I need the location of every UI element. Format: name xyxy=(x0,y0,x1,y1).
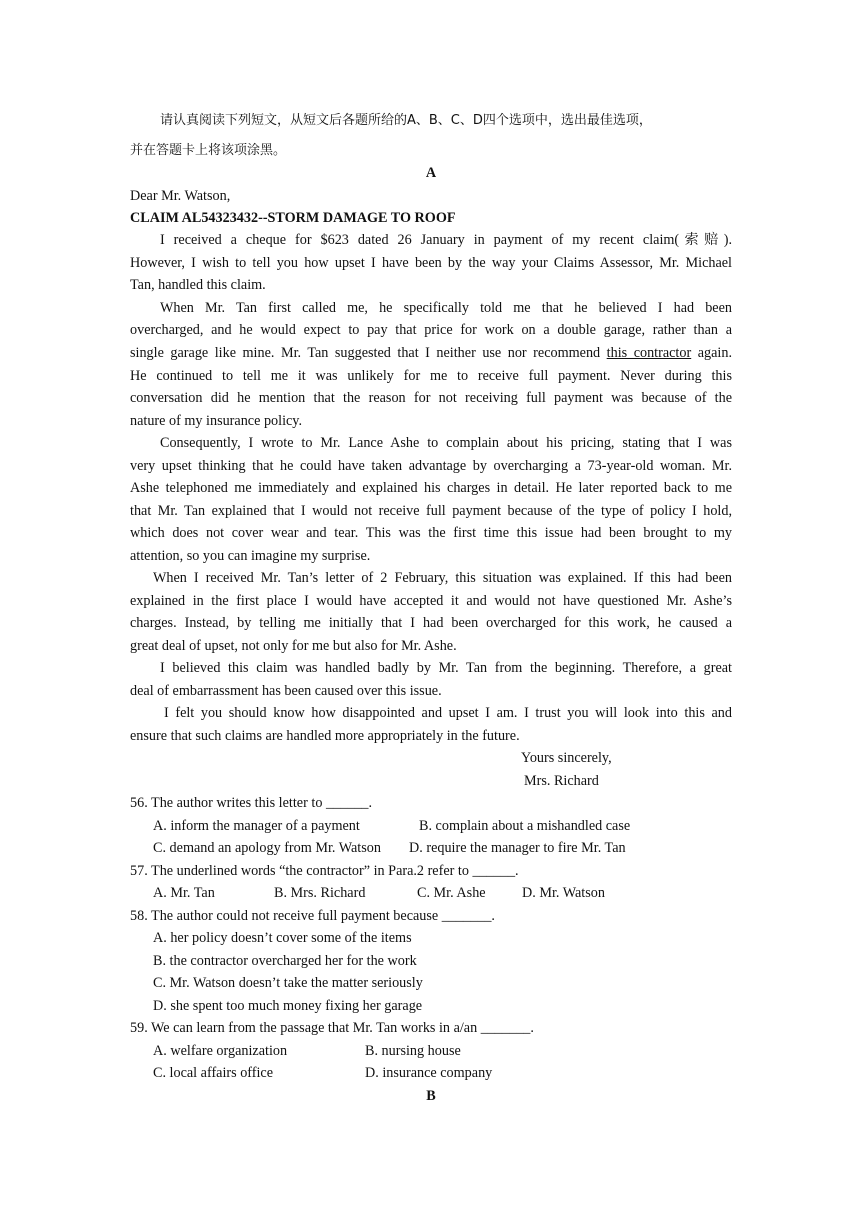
section-b-label: B xyxy=(426,1088,436,1104)
question-58-option-b: B. the contractor overcharged her for the work xyxy=(153,953,417,969)
question-58-option-d: D. she spent too much money fixing her garage xyxy=(153,998,423,1014)
question-57-option-d: D. Mr. Watson xyxy=(522,885,605,901)
letter-line: Tan, handled this claim. xyxy=(130,277,266,293)
question-56-option-b: B. complain about a mishandled case xyxy=(419,818,631,834)
letter-closing: Yours sincerely, xyxy=(521,750,612,766)
letter-line: ensure that such claims are handled more appropriately in the future. xyxy=(130,728,520,744)
letter-line: He continued to tell me it was unlikely for me to receive full payment. Never during this xyxy=(130,368,732,384)
letter-line: that Mr. Tan explained that I would not receive full payment because of the type of policy I hold, xyxy=(130,503,732,519)
letter-line: I felt you should know how disappointed and upset I am. I trust you will look into this and xyxy=(164,705,732,721)
question-57-stem: 57. The underlined words “the contractor” in Para.2 refer to ______. xyxy=(130,863,519,879)
letter-line-text: again. xyxy=(691,345,732,361)
question-59-option-c: C. local affairs office xyxy=(153,1065,274,1081)
letter-salutation: Dear Mr. Watson, xyxy=(130,188,231,204)
question-56-stem: 56. The author writes this letter to ______. xyxy=(130,795,373,811)
letter-line: attention, so you can imagine my surprise. xyxy=(130,548,371,564)
letter-line: conversation did he mention that the reason for not receiving full payment was because of the xyxy=(130,390,732,406)
underlined-contractor-phrase: this contractor xyxy=(606,345,692,361)
question-59-option-a: A. welfare organization xyxy=(153,1043,288,1059)
letter-line: overcharged, and he would expect to pay that price for work on a double garage, rather than a xyxy=(130,322,732,338)
question-58-stem: 58. The author could not receive full payment because _______. xyxy=(130,908,495,924)
question-59-option-b: B. nursing house xyxy=(365,1043,461,1059)
question-57-option-c: C. Mr. Ashe xyxy=(417,885,486,901)
letter-line: When Mr. Tan first called me, he specifically told me that he believed I had been xyxy=(160,300,732,316)
letter-line: I received a cheque for $623 dated 26 January in payment of my recent claim(索赔). xyxy=(160,232,732,248)
question-58-option-a: A. her policy doesn’t cover some of the items xyxy=(153,930,412,946)
letter-line: deal of embarrassment has been caused over this issue. xyxy=(130,683,442,699)
question-57-option-b: B. Mrs. Richard xyxy=(274,885,366,901)
letter-line: explained in the first place I would have accepted it and would not have questioned Mr. Ashe’s xyxy=(130,593,732,609)
letter-line-with-underline xyxy=(130,342,732,364)
section-a-label: A xyxy=(425,165,437,181)
letter-line: which does not cover wear and tear. This was the first time this issue had been brought to my xyxy=(130,525,732,541)
letter-line-text: single garage like mine. Mr. Tan suggested that I neither use nor recommend xyxy=(130,345,601,361)
letter-line: Consequently, I wrote to Mr. Lance Ashe to complain about his pricing, stating that I was xyxy=(160,435,732,451)
letter-line: charges. Instead, by telling me initially that I had been overcharged for this work, he caused a xyxy=(130,615,732,631)
instruction-line-2: 并在答题卡上将该项涂黑。 xyxy=(130,143,287,158)
question-59-option-d: D. insurance company xyxy=(365,1065,493,1081)
question-56-option-d: D. require the manager to fire Mr. Tan xyxy=(409,840,626,856)
question-57-option-a: A. Mr. Tan xyxy=(153,885,215,901)
letter-line: very upset thinking that he could have taken advantage by overcharging a 73-year-old woman. Mr. xyxy=(130,458,732,474)
letter-subject: CLAIM AL54323432--STORM DAMAGE TO ROOF xyxy=(130,210,456,226)
question-56-option-c: C. demand an apology from Mr. Watson xyxy=(153,840,381,856)
letter-line: However, I wish to tell you how upset I have been by the way your Claims Assessor, Mr. Michael xyxy=(130,255,732,271)
letter-line: Ashe telephoned me immediately and explained his charges in detail. He later reported back to me xyxy=(130,480,732,496)
letter-line: I believed this claim was handled badly by Mr. Tan from the beginning. Therefore, a great xyxy=(160,660,732,676)
instruction-line-1: 请认真阅读下列短文，从短文后各题所给的A、B、C、D四个选项中，选出最佳选项， xyxy=(160,113,652,128)
letter-line: nature of my insurance policy. xyxy=(130,413,303,429)
question-58-option-c: C. Mr. Watson doesn’t take the matter seriously xyxy=(153,975,423,991)
letter-signature: Mrs. Richard xyxy=(524,773,599,789)
letter-line: great deal of upset, not only for me but also for Mr. Ashe. xyxy=(130,638,457,654)
question-56-option-a: A. inform the manager of a payment xyxy=(153,818,360,834)
letter-line: When I received Mr. Tan’s letter of 2 February, this situation was explained. If this had been xyxy=(153,570,732,586)
question-59-stem: 59. We can learn from the passage that Mr. Tan works in a/an _______. xyxy=(130,1020,534,1036)
